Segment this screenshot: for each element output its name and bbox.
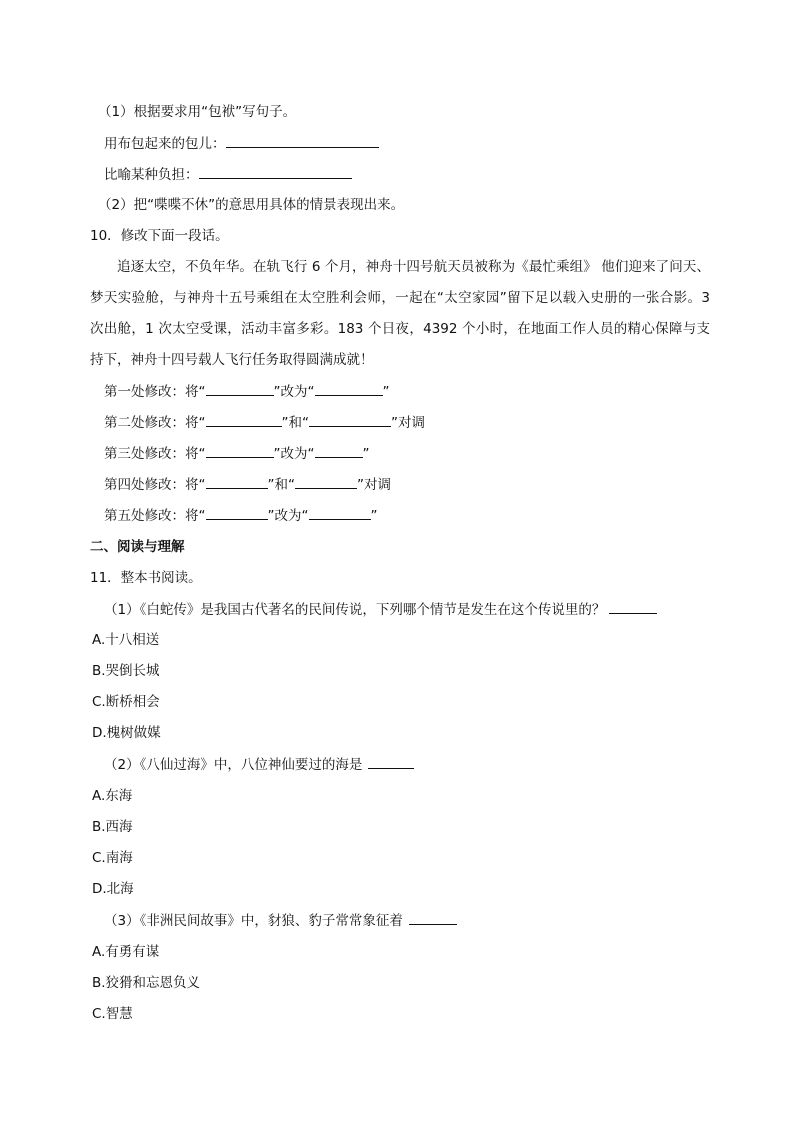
q11-sub3-question-row [104, 910, 457, 931]
option[interactable]: C.南海 [92, 850, 133, 866]
q11-sub2-question-row [104, 754, 414, 775]
answer-blank[interactable] [295, 474, 357, 489]
option[interactable]: D.槐树做媒 [92, 725, 161, 741]
edit-prefix: 第五处修改：将“ [104, 508, 206, 524]
edit-mid: ”改为“ [267, 508, 309, 524]
edit-prefix: 第二处修改：将“ [104, 415, 206, 431]
answer-blank[interactable] [199, 164, 352, 179]
q10-edit-4 [104, 474, 391, 495]
answer-blank[interactable] [368, 754, 414, 769]
q10-edit-3 [104, 443, 370, 464]
answer-blank[interactable] [309, 505, 371, 520]
q9-part1: （1）根据要求用“包袱”写句子。 [98, 104, 297, 120]
answer-blank[interactable] [206, 412, 282, 427]
edit-prefix: 第四处修改：将“ [104, 477, 206, 493]
edit-mid: ”改为“ [273, 446, 315, 462]
q11-sub2-question: （2）《八仙过海》中，八位神仙要过的海是 [104, 757, 363, 773]
answer-blank[interactable] [206, 381, 274, 396]
q9-part2: （2）把“喋喋不休”的意思用具体的情景表现出来。 [98, 197, 405, 213]
q10-edit-1 [104, 381, 390, 402]
edit-mid: ”和“ [281, 415, 309, 431]
answer-blank[interactable] [315, 443, 363, 458]
q9-sentence1-label: 用布包起来的包儿： [104, 136, 226, 152]
q11-sub1-question: （1）《白蛇传》是我国古代著名的民间传说，下列哪个情节是发生在这个传说里的？ [104, 602, 606, 618]
edit-suffix: ” [362, 446, 370, 462]
option[interactable]: B.狡猾和忘恩负义 [92, 975, 201, 991]
option[interactable]: A.十八相送 [92, 632, 160, 648]
answer-blank[interactable] [409, 910, 457, 925]
section-heading: 二、阅读与理解 [90, 539, 185, 555]
option[interactable]: D.北海 [92, 881, 134, 897]
q10-paragraph: 追逐太空，不负年华。在轨飞行 6 个月，神舟十四号航天员被称为《最忙乘组》 他们迎来了问天、梦天实验舱，与神舟十五号乘组在太空胜利会师，一起在“太空家园”留下足以载入史册的一张合影。3 次出舱，1 次太空受课，活动丰富多彩。183 个日夜，4392 个小时，在地面工作人员的精心保障与支持下，神舟十四号载人飞行任务取得圆满成就！ [90, 259, 710, 368]
answer-blank[interactable] [206, 474, 268, 489]
edit-suffix: ” [370, 508, 378, 524]
answer-blank[interactable] [315, 381, 383, 396]
edit-suffix: ”对调 [357, 477, 391, 493]
option[interactable]: B.哭倒长城 [92, 663, 160, 679]
q11-title: 11．整本书阅读。 [90, 570, 202, 586]
edit-prefix: 第一处修改：将“ [104, 384, 206, 400]
answer-blank[interactable] [226, 133, 379, 148]
edit-suffix: ”对调 [391, 415, 425, 431]
edit-mid: ”改为“ [273, 384, 315, 400]
q11-sub1-question-row [104, 599, 657, 620]
q10-edit-2 [104, 412, 425, 433]
option[interactable]: A.东海 [92, 788, 133, 804]
q9-sentence2-label: 比喻某种负担： [104, 167, 199, 183]
q9-sentence2-row [104, 164, 352, 185]
q11-sub3-question: （3）《非洲民间故事》中，豺狼、豹子常常象征着 [104, 913, 403, 929]
answer-blank[interactable] [206, 505, 268, 520]
option[interactable]: B.西海 [92, 819, 133, 835]
option[interactable]: C.断桥相会 [92, 694, 160, 710]
q9-sentence1-row [104, 133, 379, 154]
answer-blank[interactable] [309, 412, 391, 427]
q10-title: 10．修改下面一段话。 [90, 228, 229, 244]
answer-blank[interactable] [609, 599, 657, 614]
option[interactable]: A.有勇有谋 [92, 944, 160, 960]
q10-edit-5 [104, 505, 378, 526]
edit-mid: ”和“ [267, 477, 295, 493]
edit-prefix: 第三处修改：将“ [104, 446, 206, 462]
option[interactable]: C.智慧 [92, 1006, 133, 1022]
edit-suffix: ” [382, 384, 390, 400]
answer-blank[interactable] [206, 443, 274, 458]
